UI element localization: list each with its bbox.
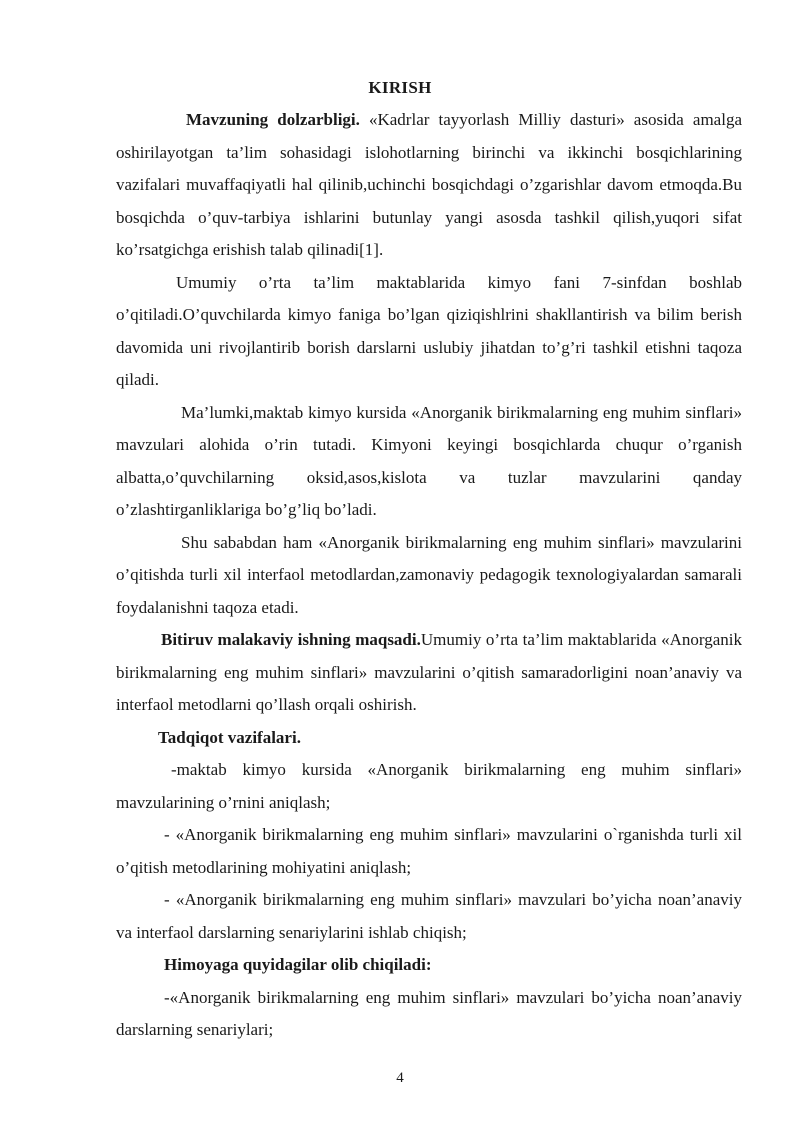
paragraph-relevance: [116, 104, 742, 267]
paragraph-text: Shu sababdan ham «Anorganik birikmalarning eng muhim sinflari» mavzularini o’qitishda turli xil interfaol metodlardan,zamonaviy pedagogik texnologiyalardan samarali foydalanishni taqoza etadi.: [116, 532, 742, 617]
heading-defense: Himoyaga quyidagilar olib chiqiladi:: [164, 955, 432, 974]
list-item-task-1: [116, 754, 742, 819]
heading-tasks: Tadqiqot vazifalari.: [158, 727, 301, 747]
paragraph-text: Umumiy o’rta ta’lim maktablarida kimyo fani 7-sinfdan boshlab o’qitiladi.O’quvchilarda kimyo faniga bo’lgan qiziqishlrini shakllantirish va bilim berish davomida uni rivojlantirib borish darslarni uslubiy jihatdan to’g’ri tashkil etishni taqoza qiladi.: [116, 272, 742, 389]
list-item-defense-1: [116, 982, 742, 1047]
paragraph-text: -maktab kimyo kursida «Anorganik birikmalarning eng muhim sinflari» mavzularining o’rnini aniqlash;: [116, 760, 742, 812]
paragraph-text: Umumiy o’rta ta’lim maktablarida «Anorganik birikmalarning eng muhim sinflari» mavzularini o’qitish samaradorligini noan’anaviy va interfaol metodlarni qo’llash orqali oshirish.: [116, 630, 743, 714]
paragraph-tasks-heading: [116, 722, 742, 755]
page-number: 4: [396, 1070, 404, 1086]
paragraph-inorganic-classes: [116, 397, 742, 527]
paragraph-interactive-methods: [116, 527, 742, 625]
list-item-task-2: [116, 819, 742, 884]
paragraph-text: - «Anorganik birikmalarning eng muhim sinflari» mavzularini o`rganishda turli xil o’qitish metodlarining mohiyatini aniqlash;: [116, 825, 742, 877]
heading-relevance: Mavzuning dolzarbligi.: [186, 110, 360, 129]
paragraph-defense-heading: [116, 949, 742, 982]
paragraph-text: «Kadrlar tayyorlash Milliy dasturi» asosida amalga oshirilayotgan ta’lim sohasidagi islohotlarning birinchi va ikkinchi bosqichlarining vazifalari muvaffaqiyatli hal qilinib,uchinchi bosqichdagi o’zgarishlar davom etmoqda.Bu bosqichda o’quv-tarbiya ishlarini butunlay yangi asosda tashkil qilish,yuqori sifat ko’rsatgichga erishish talab qilinadi[1].: [116, 110, 742, 259]
paragraph-chemistry-teaching: [116, 267, 742, 397]
paragraph-text: - «Anorganik birikmalarning eng muhim sinflari» mavzulari bo’yicha noan’anaviy va interfaol darslarning senariylarini ishlab chiqish;: [116, 890, 742, 942]
paragraph-text: -«Anorganik birikmalarning eng muhim sinflari» mavzulari bo’yicha noan’anaviy darslarning senariylari;: [116, 987, 742, 1039]
section-title: KIRISH: [368, 78, 432, 97]
paragraph-text: Ma’lumki,maktab kimyo kursida «Anorganik birikmalarning eng muhim sinflari» mavzulari alohida o’rin tutadi. Kimyoni keyingi bosqichlarda chuqur o’rganish albatta,o’quvchilarning oksid,asos,kislota va tuzlar mavzularini qanday o’zlashtirganliklariga bo’g’liq bo’ladi.: [116, 402, 742, 519]
paragraph-goal: [116, 624, 742, 722]
heading-goal: Bitiruv malakaviy ishning maqsadi.: [161, 630, 421, 649]
document-body: [116, 104, 742, 1047]
list-item-task-3: [116, 884, 742, 949]
